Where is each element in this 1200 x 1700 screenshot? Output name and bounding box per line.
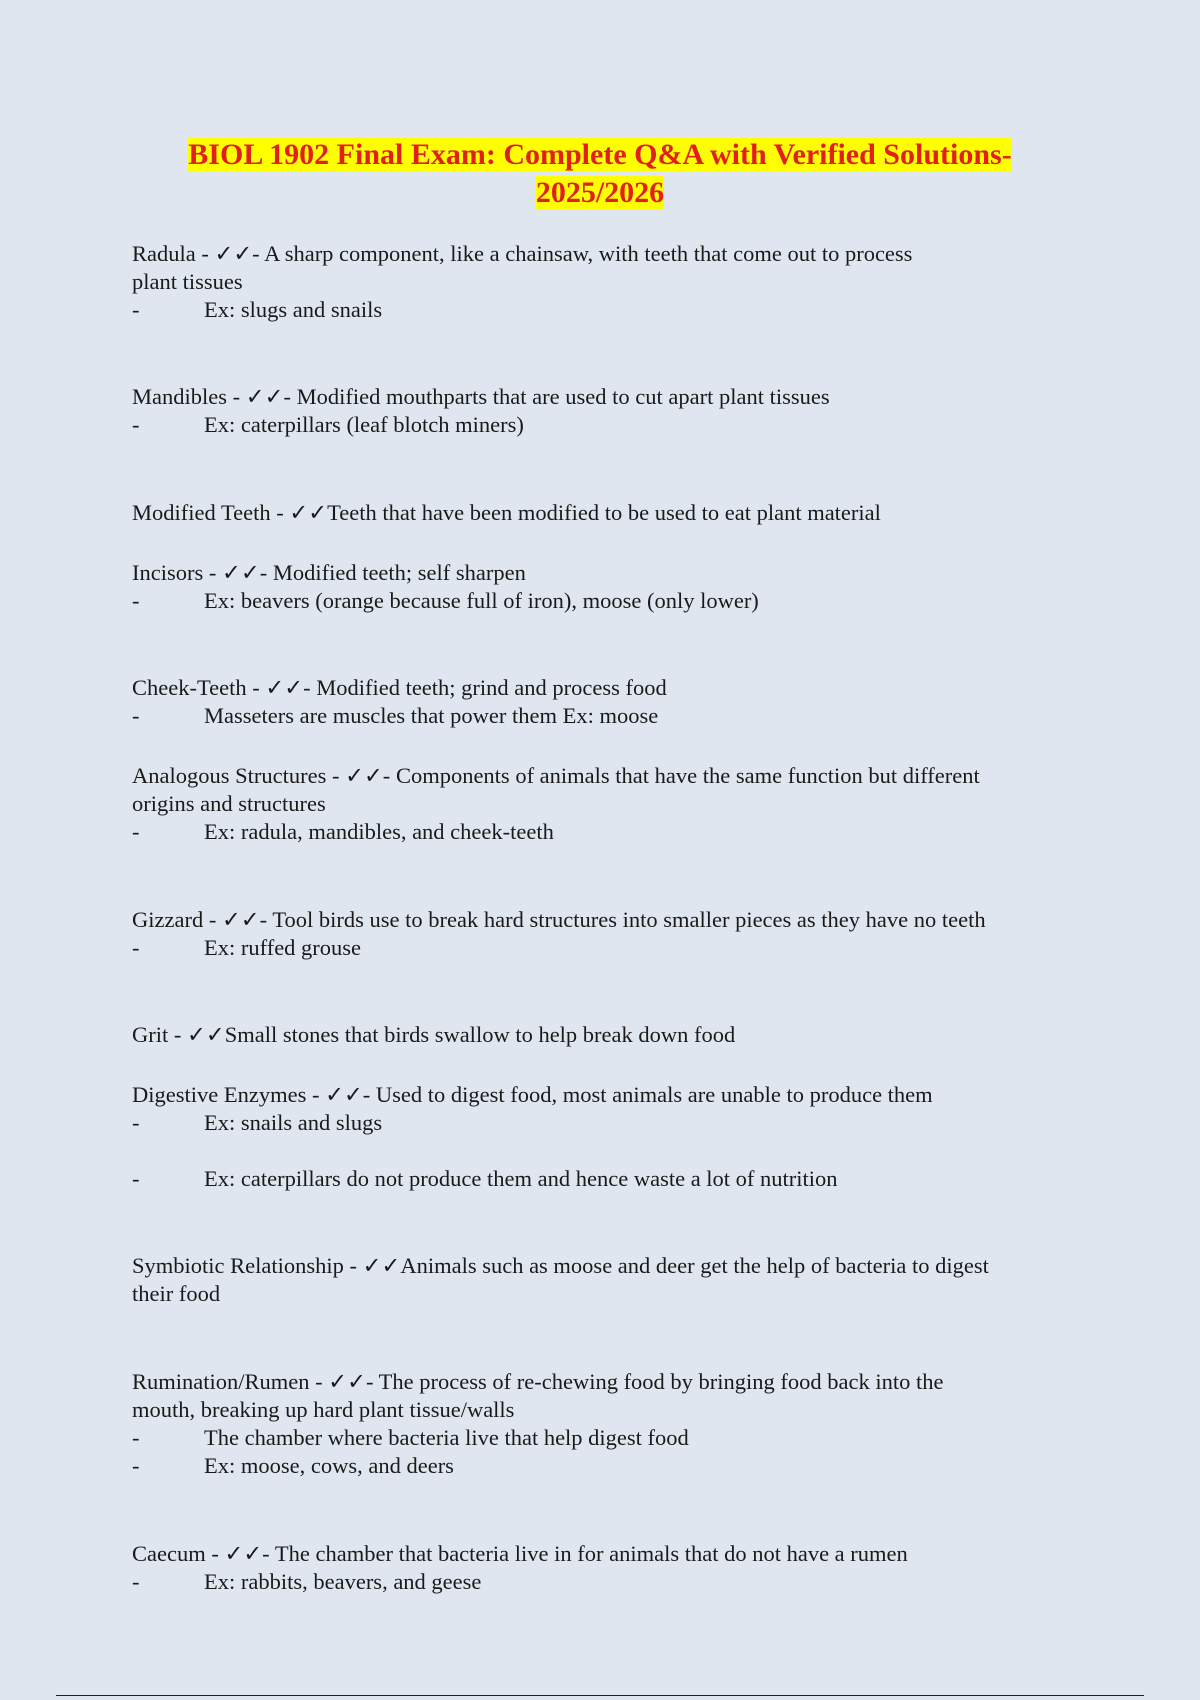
- sub-item: - Ex: beavers (orange because full of iron), moose (only lower): [132, 588, 759, 613]
- definition-continued: their food: [132, 1281, 221, 1306]
- definition: Modified mouthparts that are used to cut apart plant tissues: [296, 384, 830, 409]
- definition: Animals such as moose and deer get the help of bacteria to digest: [400, 1253, 989, 1278]
- bullet-dash: -: [132, 1569, 140, 1594]
- sub-item: - Ex: radula, mandibles, and cheek-teeth: [132, 819, 554, 844]
- sub-item: - The chamber where bacteria live that help digest food: [132, 1425, 689, 1450]
- sub-item: - Ex: slugs and snails: [132, 297, 383, 322]
- check-separator: - ✓✓-: [326, 763, 396, 788]
- definition: Tool birds use to break hard structures into smaller pieces as they have no teeth: [272, 907, 986, 932]
- term: Incisors: [132, 560, 204, 585]
- qa-entry-mandibles: [132, 383, 1062, 439]
- definition: A sharp component, like a chainsaw, with teeth that come out to process: [264, 241, 913, 266]
- term: Cheek-Teeth: [132, 675, 247, 700]
- bullet-dash: -: [132, 1453, 140, 1478]
- qa-entry-radula: [132, 240, 1062, 324]
- sub-item: - Masseters are muscles that power them Ex: moose: [132, 703, 659, 728]
- page-bottom-rule: [56, 1695, 1144, 1696]
- bullet-dash: -: [132, 1110, 140, 1135]
- definition: Small stones that birds swallow to help break down food: [224, 1022, 736, 1047]
- qa-entry-digestive-enzymes: [132, 1081, 1062, 1193]
- check-separator: - ✓✓-: [306, 1082, 376, 1107]
- qa-entry-caecum: [132, 1540, 1062, 1596]
- title-line-1: BIOL 1902 Final Exam: Complete Q&A with Verified Solutions-: [188, 138, 1012, 171]
- term: Gizzard: [132, 907, 204, 932]
- check-separator: - ✓✓-: [227, 384, 297, 409]
- bullet-dash: -: [132, 1425, 140, 1450]
- qa-entry-rumination-rumen: [132, 1368, 1062, 1480]
- sub-item: - Ex: moose, cows, and deers: [132, 1453, 454, 1478]
- sub-item: - Ex: caterpillars (leaf blotch miners): [132, 412, 524, 437]
- title-line-2: 2025/2026: [535, 176, 665, 209]
- bullet-dash: -: [132, 703, 140, 728]
- definition-continued: origins and structures: [132, 791, 326, 816]
- sub-item: - Ex: ruffed grouse: [132, 935, 362, 960]
- definition-continued: mouth, breaking up hard plant tissue/walls: [132, 1397, 515, 1422]
- term: Analogous Structures: [132, 763, 327, 788]
- bullet-dash: -: [132, 588, 140, 613]
- document-title: [130, 136, 1070, 212]
- qa-entry-gizzard: [132, 906, 1062, 962]
- check-separator: - ✓✓-: [205, 1541, 275, 1566]
- sub-item: - Ex: snails and slugs: [132, 1110, 383, 1135]
- bullet-dash: -: [132, 297, 140, 322]
- definition: The process of re-chewing food by bringing food back into the: [378, 1369, 944, 1394]
- check-separator: - ✓✓-: [246, 675, 317, 700]
- check-separator: - ✓✓: [343, 1253, 401, 1278]
- qa-list: [132, 240, 1062, 1596]
- term: Mandibles: [132, 384, 227, 409]
- check-separator: - ✓✓-: [195, 241, 265, 266]
- bullet-dash: -: [132, 819, 140, 844]
- bullet-dash: -: [132, 1166, 140, 1191]
- qa-entry-modified-teeth: [132, 499, 1062, 527]
- term: Modified Teeth: [132, 500, 271, 525]
- qa-entry-incisors: [132, 559, 1062, 615]
- definition: The chamber that bacteria live in for animals that do not have a rumen: [274, 1541, 908, 1566]
- definition: Teeth that have been modified to be used to eat plant material: [327, 500, 881, 525]
- definition-continued: plant tissues: [132, 269, 243, 294]
- check-separator: - ✓✓: [270, 500, 328, 525]
- term: Rumination/Rumen: [132, 1369, 310, 1394]
- definition: Components of animals that have the same function but different: [395, 763, 980, 788]
- definition: Modified teeth; grind and process food: [316, 675, 667, 700]
- qa-entry-grit: [132, 1021, 1062, 1049]
- term: Digestive Enzymes: [132, 1082, 307, 1107]
- check-separator: - ✓✓-: [203, 907, 273, 932]
- definition: Modified teeth; self sharpen: [272, 560, 526, 585]
- term: Symbiotic Relationship: [132, 1253, 344, 1278]
- check-separator: - ✓✓-: [309, 1369, 379, 1394]
- sub-item: - Ex: rabbits, beavers, and geese: [132, 1569, 482, 1594]
- qa-entry-analogous-structures: [132, 762, 1062, 846]
- check-separator: - ✓✓-: [203, 560, 273, 585]
- bullet-dash: -: [132, 412, 140, 437]
- sub-item: - Ex: caterpillars do not produce them and hence waste a lot of nutrition: [132, 1166, 838, 1191]
- check-separator: - ✓✓: [168, 1022, 225, 1047]
- term: Caecum: [132, 1541, 206, 1566]
- qa-entry-cheek-teeth: [132, 674, 1062, 730]
- bullet-dash: -: [132, 935, 140, 960]
- term: Grit: [132, 1022, 169, 1047]
- term: Radula: [132, 241, 196, 266]
- qa-entry-symbiotic-relationship: [132, 1252, 1062, 1308]
- definition: Used to digest food, most animals are unable to produce them: [375, 1082, 933, 1107]
